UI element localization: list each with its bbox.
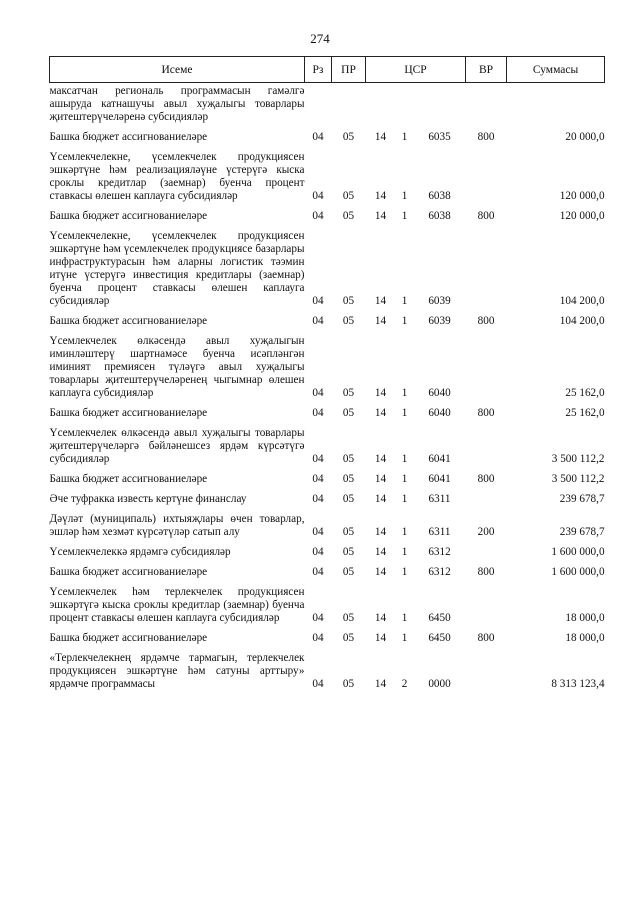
row-sum: 120 000,0: [559, 190, 605, 202]
row-csr-part2: 1: [401, 632, 408, 644]
row-sum: 3 500 112,2: [551, 453, 605, 465]
row-pr: 05: [342, 678, 355, 690]
row-pr: 05: [342, 453, 355, 465]
row-pr: 05: [342, 566, 355, 578]
row-name: Башка бюджет ассигнованиеләре: [49, 566, 208, 578]
table-row: [50, 645, 605, 691]
row-pr: [332, 83, 366, 125]
row-rz: 04: [312, 453, 324, 465]
row-rz: 04: [312, 473, 324, 485]
row-rz: 04: [312, 295, 324, 307]
row-name: Үсемлекчелек өлкәсендә авыл хуҗалыгы товарлары җитештерүчеләргә бәйләнешсез ярдәм күрсәтүгә субсидияләр: [49, 427, 305, 465]
header-rz: Рз: [305, 57, 332, 83]
row-sum: 239 678,7: [559, 493, 605, 505]
row-name: Башка бюджет ассигнованиеләре: [49, 131, 208, 143]
row-pr: 05: [342, 295, 355, 307]
row-csr-part2: 1: [401, 473, 408, 485]
table-row: [50, 539, 605, 559]
row-csr-part3: 6038: [428, 190, 451, 202]
table-row: [50, 506, 605, 539]
header-pr: ПР: [332, 57, 366, 83]
row-csr-part3: 6040: [428, 407, 451, 419]
table-row: [50, 579, 605, 625]
row-name: Башка бюджет ассигнованиеләре: [49, 315, 208, 327]
row-csr-part1: 14: [374, 612, 387, 624]
row-csr-part3: 6450: [428, 632, 451, 644]
row-sum: 104 200,0: [559, 315, 605, 327]
row-csr-part1: [366, 83, 396, 125]
row-sum: 1 600 000,0: [551, 546, 605, 558]
row-rz: 04: [312, 190, 324, 202]
row-csr-part2: 1: [401, 315, 408, 327]
row-pr: 05: [342, 546, 355, 558]
row-sum: 25 162,0: [565, 387, 605, 399]
row-sum: 239 678,7: [559, 526, 605, 538]
table-row: [50, 124, 605, 144]
row-csr-part1: 14: [374, 566, 387, 578]
row-rz: 04: [312, 131, 324, 143]
row-name: максатчан региональ программасын гамәлгә ашыруда катнашучы авыл хуҗалыгы товарлары җитештерүчеләренә субсидияләр: [49, 85, 305, 123]
row-vr: 800: [477, 632, 495, 644]
row-sum: 1 600 000,0: [551, 566, 605, 578]
row-csr-part3: 6450: [428, 612, 451, 624]
row-vr: [466, 223, 507, 308]
row-sum: 8 313 123,4: [551, 678, 605, 690]
row-csr-part2: 1: [401, 453, 408, 465]
table-row: [50, 144, 605, 203]
row-rz: 04: [312, 210, 324, 222]
header-csr: ЦСР: [366, 57, 466, 83]
row-rz: 04: [312, 632, 324, 644]
row-csr-part1: 14: [374, 407, 387, 419]
row-name: Үсемлекчелекне, үсемлекчелек продукциясен эшкәртүне һәм үсемлекчелек продукциясе базарлары инфраструктурасын һәм аларны логистик тәэмин итүне үстерүгә инвестиция кредитлары (заемнар) буенча процент ставкасы өлешен каплауга субсидияләр: [49, 230, 305, 307]
row-csr-part2: 1: [401, 612, 408, 624]
row-rz: 04: [312, 612, 324, 624]
page-number: 274: [310, 31, 330, 46]
row-vr: 800: [477, 566, 495, 578]
row-csr-part1: 14: [374, 131, 387, 143]
row-csr-part1: 14: [374, 526, 387, 538]
row-name: Үсемлекчелекне, үсемлекчелек продукциясен эшкәртүне һәм реализацияләүне үстерүгә кыска сроклы кредитлар (заемнар) буенча процент ставкасы өлешен каплауга субсидияләр: [49, 151, 305, 202]
row-csr-part1: 14: [374, 632, 387, 644]
row-sum: 20 000,0: [565, 131, 605, 143]
row-pr: 05: [342, 387, 355, 399]
row-csr-part2: 1: [401, 387, 408, 399]
row-name: Башка бюджет ассигнованиеләре: [49, 632, 208, 644]
row-name: «Терлекчелекнең ярдәмче тармагын, терлекчелек продукциясен эшкәртүне һәм сатуны арттыру» ярдәмче программасы: [49, 652, 305, 690]
row-pr: 05: [342, 315, 355, 327]
row-csr-part3: 0000: [428, 678, 451, 690]
row-vr: [466, 144, 507, 203]
row-rz: [305, 83, 332, 125]
row-csr-part1: 14: [374, 387, 387, 399]
row-name: Әче туфракка известь кертүне финанслау: [49, 493, 247, 505]
row-sum: 120 000,0: [559, 210, 605, 222]
row-csr-part3: 6312: [428, 566, 451, 578]
row-vr: 800: [477, 131, 495, 143]
row-csr-part1: 14: [374, 453, 387, 465]
row-vr: 800: [477, 473, 495, 485]
table-body: [50, 83, 605, 692]
row-csr-part3: [414, 83, 466, 125]
row-csr-part3: 6040: [428, 387, 451, 399]
row-vr: [466, 328, 507, 400]
row-csr-part1: 14: [374, 678, 387, 690]
row-name: Башка бюджет ассигнованиеләре: [49, 473, 208, 485]
row-name: Башка бюджет ассигнованиеләре: [49, 407, 208, 419]
row-csr-part3: 6312: [428, 546, 451, 558]
header-sum: Суммасы: [507, 57, 605, 83]
table-row: [50, 328, 605, 400]
row-csr-part2: 1: [401, 131, 408, 143]
row-sum: 3 500 112,2: [551, 473, 605, 485]
row-csr-part1: 14: [374, 190, 387, 202]
row-pr: 05: [342, 190, 355, 202]
row-csr-part3: 6038: [428, 210, 451, 222]
row-csr-part3: 6039: [428, 315, 451, 327]
row-rz: 04: [312, 407, 324, 419]
table-header: [50, 57, 605, 83]
budget-table: [49, 56, 605, 691]
table-row: [50, 559, 605, 579]
row-vr: [466, 579, 507, 625]
row-csr-part2: 1: [401, 407, 408, 419]
row-pr: 05: [342, 407, 355, 419]
row-vr: [466, 539, 507, 559]
row-rz: 04: [312, 678, 324, 690]
table-row: [50, 466, 605, 486]
row-csr-part2: 2: [401, 678, 408, 690]
row-vr: [466, 486, 507, 506]
row-csr-part3: 6035: [428, 131, 451, 143]
row-pr: 05: [342, 210, 355, 222]
table-row: [50, 203, 605, 223]
row-pr: 05: [342, 632, 355, 644]
row-rz: 04: [312, 387, 324, 399]
row-vr: 200: [477, 526, 495, 538]
row-pr: 05: [342, 493, 355, 505]
row-pr: 05: [342, 131, 355, 143]
row-csr-part3: 6041: [428, 453, 451, 465]
row-csr-part3: 6041: [428, 473, 451, 485]
row-pr: 05: [342, 612, 355, 624]
row-csr-part2: 1: [401, 295, 408, 307]
row-sum: 104 200,0: [559, 295, 605, 307]
row-vr: [466, 83, 507, 125]
row-csr-part3: 6311: [428, 526, 451, 538]
row-csr-part1: 14: [374, 210, 387, 222]
row-sum: 18 000,0: [565, 612, 605, 624]
row-vr: 800: [477, 210, 495, 222]
row-csr-part2: 1: [401, 210, 408, 222]
row-csr-part3: 6039: [428, 295, 451, 307]
row-csr-part3: 6311: [428, 493, 451, 505]
table-row: [50, 83, 605, 125]
header-vr: ВР: [466, 57, 507, 83]
row-csr-part1: 14: [374, 315, 387, 327]
row-csr-part2: 1: [401, 190, 408, 202]
table-row: [50, 400, 605, 420]
row-name: Дәүләт (муниципаль) ихтыяҗлары өчен товарлар, эшләр һәм хезмәт күрсәтүләр сатып алу: [49, 513, 305, 538]
row-rz: 04: [312, 493, 324, 505]
row-rz: 04: [312, 526, 324, 538]
row-vr: [466, 420, 507, 466]
row-rz: 04: [312, 546, 324, 558]
row-csr-part1: 14: [374, 493, 387, 505]
row-name: Үсемлекчелек һәм терлекчелек продукциясен эшкәртүгә кыска сроклы кредитлар (заемнар) буенча процент ставкасы өлешен каплауга субсидияләр: [49, 586, 305, 624]
row-csr-part2: 1: [401, 526, 408, 538]
row-vr: 800: [477, 407, 495, 419]
row-csr-part2: [396, 83, 414, 125]
row-sum: [507, 83, 605, 125]
row-csr-part1: 14: [374, 295, 387, 307]
row-sum: 18 000,0: [565, 632, 605, 644]
row-vr: 800: [477, 315, 495, 327]
table-row: [50, 625, 605, 645]
row-csr-part2: 1: [401, 566, 408, 578]
row-pr: 05: [342, 473, 355, 485]
table-row: [50, 223, 605, 308]
row-csr-part1: 14: [374, 473, 387, 485]
row-csr-part2: 1: [401, 493, 408, 505]
row-name: Башка бюджет ассигнованиеләре: [49, 210, 208, 222]
row-sum: 25 162,0: [565, 407, 605, 419]
row-rz: 04: [312, 315, 324, 327]
row-csr-part1: 14: [374, 546, 387, 558]
row-csr-part2: 1: [401, 546, 408, 558]
row-rz: 04: [312, 566, 324, 578]
row-pr: 05: [342, 526, 355, 538]
row-name: Үсемлекчелек өлкәсендә авыл хуҗалыгын иминләштерү шартнамәсе буенча исәпләнгән иминият премиясен түләүгә авыл хуҗалыгы товарлары җитештерүчеләренең чыгымнар өлешен каплауга субсидияләр: [49, 335, 305, 399]
header-name: Исеме: [50, 57, 305, 83]
table-row: [50, 420, 605, 466]
row-vr: [466, 645, 507, 691]
table-row: [50, 486, 605, 506]
row-name: Үсемлекчелеккә ярдәмгә субсидияләр: [49, 546, 231, 558]
table-row: [50, 308, 605, 328]
